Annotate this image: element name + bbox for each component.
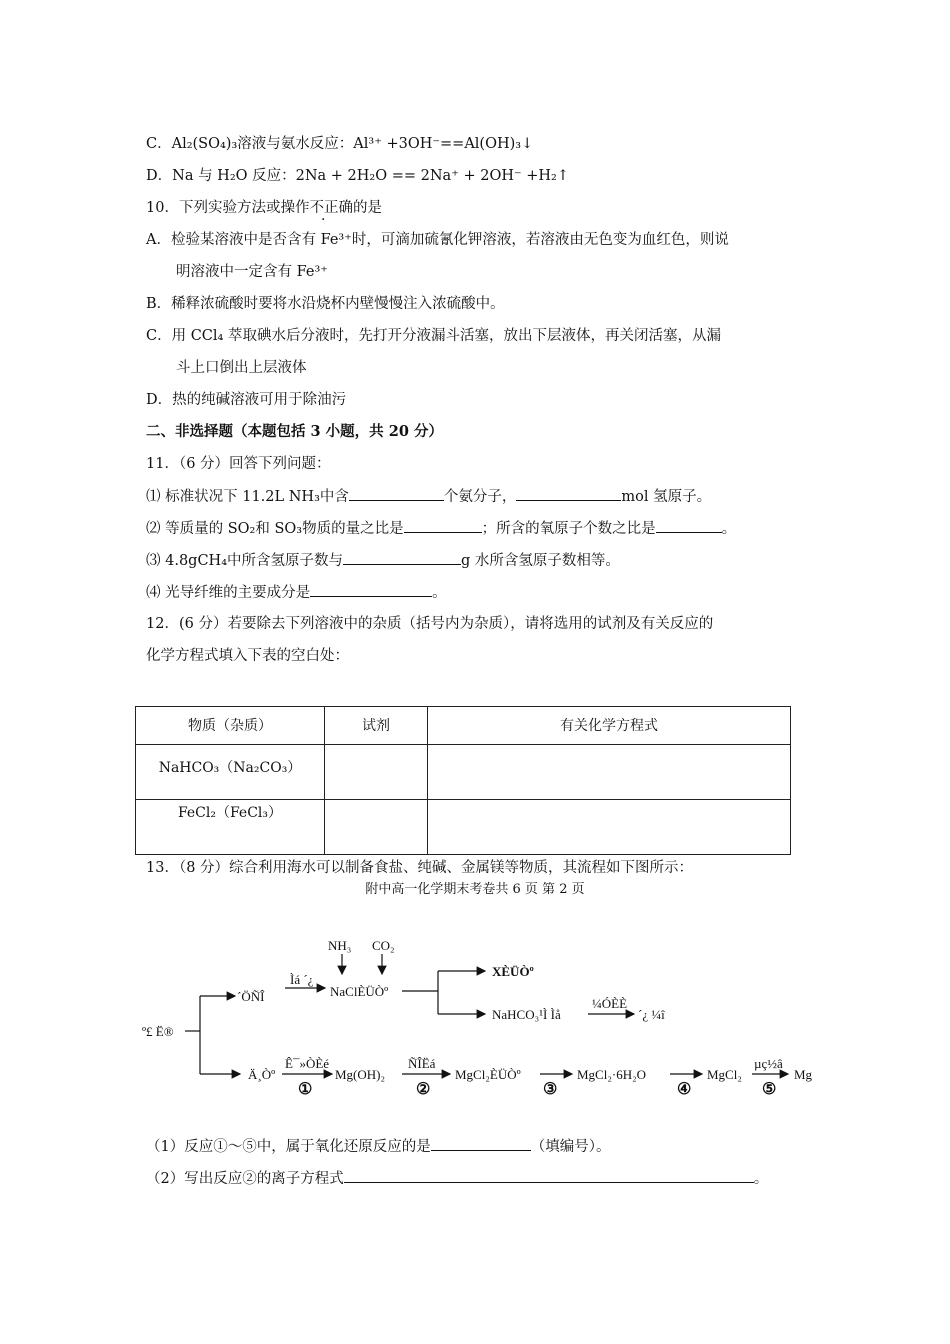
q10-text-a: 10．下列实验方法或操作 <box>146 200 310 216</box>
q13-2-text-b: 。 <box>753 1171 769 1187</box>
q13-1-text-a: （1）反应①～⑤中，属于氧化还原反应的是 <box>146 1139 431 1155</box>
nh3-label: NH₃ <box>328 938 352 953</box>
page-footer: 附中高一化学期末考卷共 6 页 第 2 页 <box>365 882 585 897</box>
q10-option-b: B．稀释浓硫酸时要将水沿烧杯内壁慢慢注入浓硫酸中。 <box>146 296 505 312</box>
electrolysis-label: µç½â <box>754 1056 783 1071</box>
q10-option-d: D．热的纯碱溶液可用于除油污 <box>146 392 347 408</box>
seawater-flow-diagram <box>140 928 830 1103</box>
answer-blank[interactable] <box>343 550 461 565</box>
q13-2-text-a: （2）写出反应②的离子方程式 <box>146 1171 344 1187</box>
answer-blank[interactable] <box>349 486 444 501</box>
question-13: 13．（8 分）综合利用海水可以制备食盐、纯碱、金属镁等物质，其流程如下图所示： <box>146 860 694 876</box>
q10-option-a-cont: 明溶液中一定含有 Fe³⁺ <box>176 264 328 280</box>
nacl-solution-label: NaClÈÜÒº <box>330 984 389 999</box>
calcine-label: ¼ÓÈÈ <box>592 996 628 1011</box>
table-cell-blank[interactable] <box>428 745 791 800</box>
answer-blank[interactable] <box>516 486 621 501</box>
q11-1-text-b: 个氨分子， <box>443 489 517 505</box>
table-cell: NaHCO₃（Na₂CO₃） <box>136 745 325 800</box>
q11-2-text-b: ；所含的氧原子个数之比是 <box>481 521 656 537</box>
mgoh2-label: Mg(OH)₂ <box>335 1067 386 1082</box>
table-row <box>136 745 791 800</box>
mgcl2-label: MgCl₂ <box>707 1067 742 1082</box>
x-solution-label: XÈÜÒº <box>492 964 534 979</box>
crude-salt-label: ´ÖÑÎ <box>237 989 265 1004</box>
table-header: 物质（杂质） <box>136 707 325 745</box>
question-12-cont: 化学方程式填入下表的空白处： <box>146 648 349 664</box>
q11-part-1 <box>146 486 711 507</box>
hcl-label: ÑÎËá <box>408 1056 436 1071</box>
q11-2-text-c: 。 <box>721 521 737 537</box>
step-3-marker: ③ <box>543 1081 558 1098</box>
q11-1-text-a: ⑴ 标准状况下 11.2L NH₃中含 <box>146 489 349 505</box>
table-cell-blank[interactable] <box>428 800 791 855</box>
option-c-line: C．Al₂(SO₄)₃溶液与氨水反应：Al³⁺ +3OH⁻==Al(OH)₃↓ <box>146 136 534 152</box>
section-2-heading: 二、非选择题（本题包括 3 小题，共 20 分） <box>146 423 443 440</box>
table-row <box>136 800 791 855</box>
q11-part-4 <box>146 582 447 603</box>
option-d-line: D．Na 与 H₂O 反应：2Na + 2H₂O == 2Na⁺ + 2OH⁻ +H₂↑ <box>146 168 569 184</box>
table-cell: FeCl₂（FeCl₃） <box>136 800 325 855</box>
question-12: 12．(6 分）若要除去下列溶液中的杂质（括号内为杂质），请将选用的试剂及有关反应的 <box>146 616 714 632</box>
refine-label: Ìá ´¿ <box>290 972 314 987</box>
impurity-table <box>135 706 791 855</box>
table-cell-blank[interactable] <box>325 800 428 855</box>
question-11: 11．（6 分）回答下列问题： <box>146 456 331 472</box>
q10-option-c: C．用 CCl₄ 萃取碘水后分液时，先打开分液漏斗活塞，放出下层液体，再关闭活塞，从漏 <box>146 328 721 344</box>
table-header-row <box>136 707 791 745</box>
answer-blank[interactable] <box>404 518 482 533</box>
q13-part-2 <box>146 1168 768 1189</box>
soda-ash-label: ´¿ ¼î <box>638 1007 665 1022</box>
mgcl2-hydrate-label: MgCl₂·6H₂O <box>577 1067 647 1082</box>
q10-option-a: A．检验某溶液中是否含有 Fe³⁺时，可滴加硫氰化钾溶液，若溶液由无色变为血红色，则说 <box>146 232 729 248</box>
q11-3-text-b: g 水所含氢原子数相等。 <box>461 553 620 569</box>
q10-emphasis: 不正 <box>309 200 339 216</box>
step-5-marker: ⑤ <box>762 1081 777 1098</box>
answer-blank[interactable] <box>310 582 432 597</box>
table-header: 有关化学方程式 <box>428 707 791 745</box>
mgcl2-solution-label: MgCl₂ÈÜÒº <box>455 1067 521 1082</box>
q11-2-text-a: ⑵ 等质量的 SO₂和 SO₃物质的量之比是 <box>146 521 404 537</box>
q11-part-2 <box>146 518 736 539</box>
q10-option-c-cont: 斗上口倒出上层液体 <box>176 360 307 376</box>
q11-4-text-b: 。 <box>432 585 447 601</box>
nahco3-solid-label: NaHCO₃¹Ì Ìå <box>492 1007 561 1022</box>
answer-blank[interactable] <box>431 1136 531 1151</box>
question-10 <box>146 198 382 218</box>
q11-part-3 <box>146 550 620 571</box>
q10-text-b: 确的是 <box>338 200 382 216</box>
answer-blank[interactable] <box>656 518 722 533</box>
table-header: 试剂 <box>325 707 428 745</box>
co2-label: CO₂ <box>372 938 395 953</box>
step-2-marker: ② <box>416 1081 431 1098</box>
lime-milk-label: Ê¯»ÒÈé <box>285 1056 330 1071</box>
q13-part-1 <box>146 1136 610 1157</box>
table-cell-blank[interactable] <box>325 745 428 800</box>
answer-blank[interactable] <box>344 1168 754 1183</box>
seawater-label: º£ Ë® <box>142 1024 174 1039</box>
q11-3-text-a: ⑶ 4.8gCH₄中所含氢原子数与 <box>146 553 344 569</box>
mother-liquor-label: Ä¸Òº <box>248 1067 276 1082</box>
step-1-marker: ① <box>298 1081 313 1098</box>
mg-label: Mg <box>794 1067 813 1082</box>
q11-1-text-c: mol 氢原子。 <box>621 489 712 505</box>
q13-1-text-b: （填编号）。 <box>530 1139 611 1155</box>
q11-4-text-a: ⑷ 光导纤维的主要成分是 <box>146 585 311 601</box>
step-4-marker: ④ <box>677 1081 692 1098</box>
